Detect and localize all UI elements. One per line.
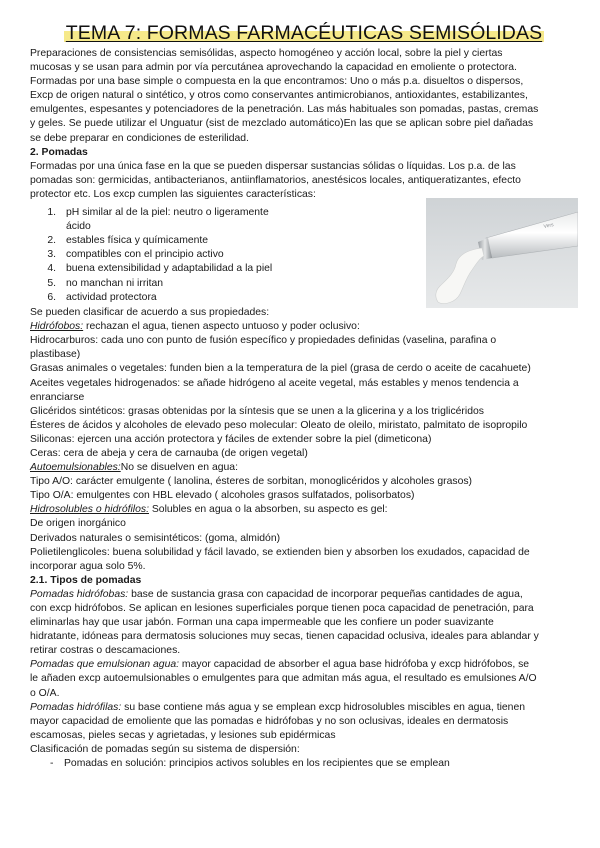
section-text-line: protector etc. Los excp cumplen las siguientes características: [30, 188, 316, 200]
hidrofobas-line: con excp hidrófobos. Se aplican en lesiones superficiales porque tienen poca capacidad de penetración, para [30, 603, 534, 614]
feature-number: 1. [47, 207, 56, 219]
classify-line: plastibase) [30, 349, 81, 361]
feature-text: pH similar al de la piel: neutro o ligeramente [66, 207, 269, 219]
feature-text: buena extensibilidad y adaptabilidad a la piel [66, 263, 273, 275]
classify-intro: Se pueden clasificar de acuerdo a sus propiedades: [30, 307, 270, 319]
classify-line: Ésteres de ácidos y alcoholes de elevado peso molecular: Oleato de oleilo, miristato, palmitato de isopropilo [30, 419, 528, 431]
emulsionan-line: o O/A. [30, 687, 60, 699]
hidrofobos-line [30, 320, 578, 334]
feature-item [30, 291, 290, 305]
document-title: TEMA 7: FORMAS FARMACÉUTICAS SEMISÓLIDAS [65, 22, 543, 44]
classify-line: Siliconas: ejercen una acción protectora y fáciles de extender sobre la piel (dimeticona) [30, 433, 432, 445]
intro-line: se debe preparar en condiciones de esterilidad. [30, 132, 249, 144]
emulsionan-text: mayor capacidad de absorber el agua base hidrófoba y excp hidrófobos, se [179, 659, 530, 671]
intro-line: Preparaciones de consistencias semisólidas, aspecto homogéneo y acción local, sobre la piel y ciertas [30, 48, 503, 59]
document-page [30, 22, 578, 771]
autoemul-item: Tipo O/A: emulgentes con HBL elevado ( alcoholes grasos sulfatados, polisorbatos) [30, 490, 415, 502]
hidrosol-line [30, 503, 578, 517]
intro-line: Excp de origen natural o sintético, y otros como conservantes antimicrobianos, antioxidantes, estabilizantes, [30, 90, 528, 102]
features-block [30, 206, 578, 306]
hidrofobos-text: rechazan el agua, tienen aspecto untuoso y poder oclusivo: [83, 321, 360, 333]
hidrofobas-text: base de sustancia grasa con capacidad de incorporar pequeñas cantidades de agua, [128, 588, 523, 600]
feature-item [30, 248, 290, 262]
feature-text: actividad protectora [66, 291, 157, 303]
feature-text: no manchan ni irritan [66, 277, 164, 289]
dispersion-text: Pomadas en solución: principios activos solubles en los recipientes que se emplean [64, 758, 450, 770]
section-heading-tipos: 2.1. Tipos de pomadas [30, 574, 142, 586]
dash-bullet: - [50, 758, 54, 770]
intro-line: Formadas por una base simple o compuesta en la que encontramos: Uno o más p.a. disueltos o dispersos, [30, 76, 524, 88]
dispersion-item [30, 757, 578, 771]
autoemul-label: Autoemulsionables: [30, 462, 121, 474]
hidrofobas-label: Pomadas hidrófobas: [30, 588, 129, 600]
feature-number: 6. [47, 291, 56, 303]
classify-line: Ceras: cera de abeja y cera de carnauba (de origen vegetal) [30, 447, 308, 459]
emulsionan-label: Pomadas que emulsionan agua: [30, 659, 180, 671]
feature-text: estables física y químicamente [66, 235, 209, 247]
title-wrap [30, 22, 578, 44]
feature-number: 4. [47, 263, 56, 275]
feature-text: compatibles con el principio activo [66, 249, 224, 261]
section-text-line: Formadas por una única fase en la que se pueden dispersar sustancias sólidas o líquidas. Los p.a. de las [30, 160, 516, 172]
autoemul-item: Tipo A/O: carácter emulgente ( lanolina, ésteres de sorbitan, monoglicéridos y alcoholes grasos) [30, 476, 473, 488]
hidrofilas-text: su base contiene más agua y se emplean excp hidrosolubles miscibles en agua, tienen [121, 701, 526, 713]
classify-line: Grasas animales o vegetales: funden bien a la temperatura de la piel (grasa de cerdo o aceite de cacahuete) [30, 363, 531, 375]
hidrofilas-line: mayor capacidad de emoliente que las pomadas e hidrófobas y no son oclusivas, ideales en dermatosis [30, 715, 509, 727]
hidrofobas-line: retirar costras o descamaciones. [30, 645, 181, 657]
feature-text: ácido [66, 221, 91, 233]
hidrofobos-label: Hidrófobos: [30, 321, 84, 333]
hidrofilas-line: escamosas, pieles secas y agrietadas, y lesiones sub epidérmicas [30, 729, 336, 741]
feature-item [30, 206, 290, 234]
hidrofobas-line: hidratante, idóneas para dermatosis soluciones muy secas, tienen capacidad oclusiva, ideales para ablandar y [30, 631, 539, 643]
dispersion-list [30, 757, 578, 771]
feature-item [30, 234, 290, 248]
hidrofilas-label: Pomadas hidrófilas: [30, 701, 122, 713]
intro-line: y geles. Se puede utilizar el Unguatur (sist de mezclado automático)En las que se aplican sobre piel dañadas [30, 118, 534, 130]
hidrofobas-line: eliminarlas hay que usar jabón. Forman una capa impermeable que les confiere un poder suavizante [30, 617, 494, 629]
hidrosol-item: Derivados naturales o semisintéticos: (goma, almidón) [30, 532, 281, 544]
classify-line: Aceites vegetales hidrogenados: se añade hidrógeno al aceite vegetal, más estables y menos tendencia a [30, 377, 519, 389]
emulsionan-line: le añaden excp autoemulsionables o emulgentes para que admitan más agua, el resultado es emulsiones A/O [30, 673, 537, 685]
hidrosol-item: incorporar agua solo 5%. [30, 560, 146, 572]
autoemul-line [30, 461, 578, 475]
intro-line: emulgentes, espesantes y potenciadores de la penetración. Las más habituales son pomadas, pastas, cremas [30, 104, 539, 116]
intro-line: mucosas y se usan para admin por vía percutánea aprovechando la capacidad en emoliente o protectora. [30, 62, 517, 74]
hidrofilas-line [30, 701, 578, 715]
feature-item [30, 262, 290, 276]
feature-number: 5. [47, 277, 56, 289]
features-list [30, 206, 290, 305]
hidrosol-text: Solubles en agua o la absorben, su aspecto es gel: [148, 504, 388, 516]
feature-item [30, 277, 290, 291]
ointment-tube-image [426, 198, 578, 308]
dispersion-intro: Clasificación de pomadas según su sistema de dispersión: [30, 743, 300, 755]
feature-number: 2. [47, 235, 56, 247]
section-text-line: pomadas son: germicidas, antibacterianos, antiinflamatorios, anestésicos locales, antiqueratizantes, efecto [30, 174, 521, 186]
classify-line: Hidrocarburos: cada uno con punto de fusión específico y propiedades definidas (vaselina, parafina o [30, 335, 497, 347]
hidrosol-label: Hidrosolubles o hidrófilos: [30, 504, 149, 516]
feature-number: 3. [47, 249, 56, 261]
hidrosol-item: Polietilenglicoles: buena solubilidad y fácil lavado, se extienden bien y absorben los exudados, capacidad de [30, 546, 530, 558]
autoemul-text: No se disuelven en agua: [120, 462, 238, 474]
classify-line: Glicéridos sintéticos: grasas obtenidas por la síntesis que se unen a la glicerina y a los triglicéridos [30, 405, 484, 417]
svg-text:Vers: Vers [543, 222, 555, 230]
classify-line: enranciarse [30, 391, 85, 403]
section-heading-pomadas: 2. Pomadas [30, 146, 88, 158]
emulsionan-line [30, 658, 578, 672]
hidrofobas-line [30, 588, 578, 602]
hidrosol-item: De origen inorgánico [30, 518, 126, 530]
